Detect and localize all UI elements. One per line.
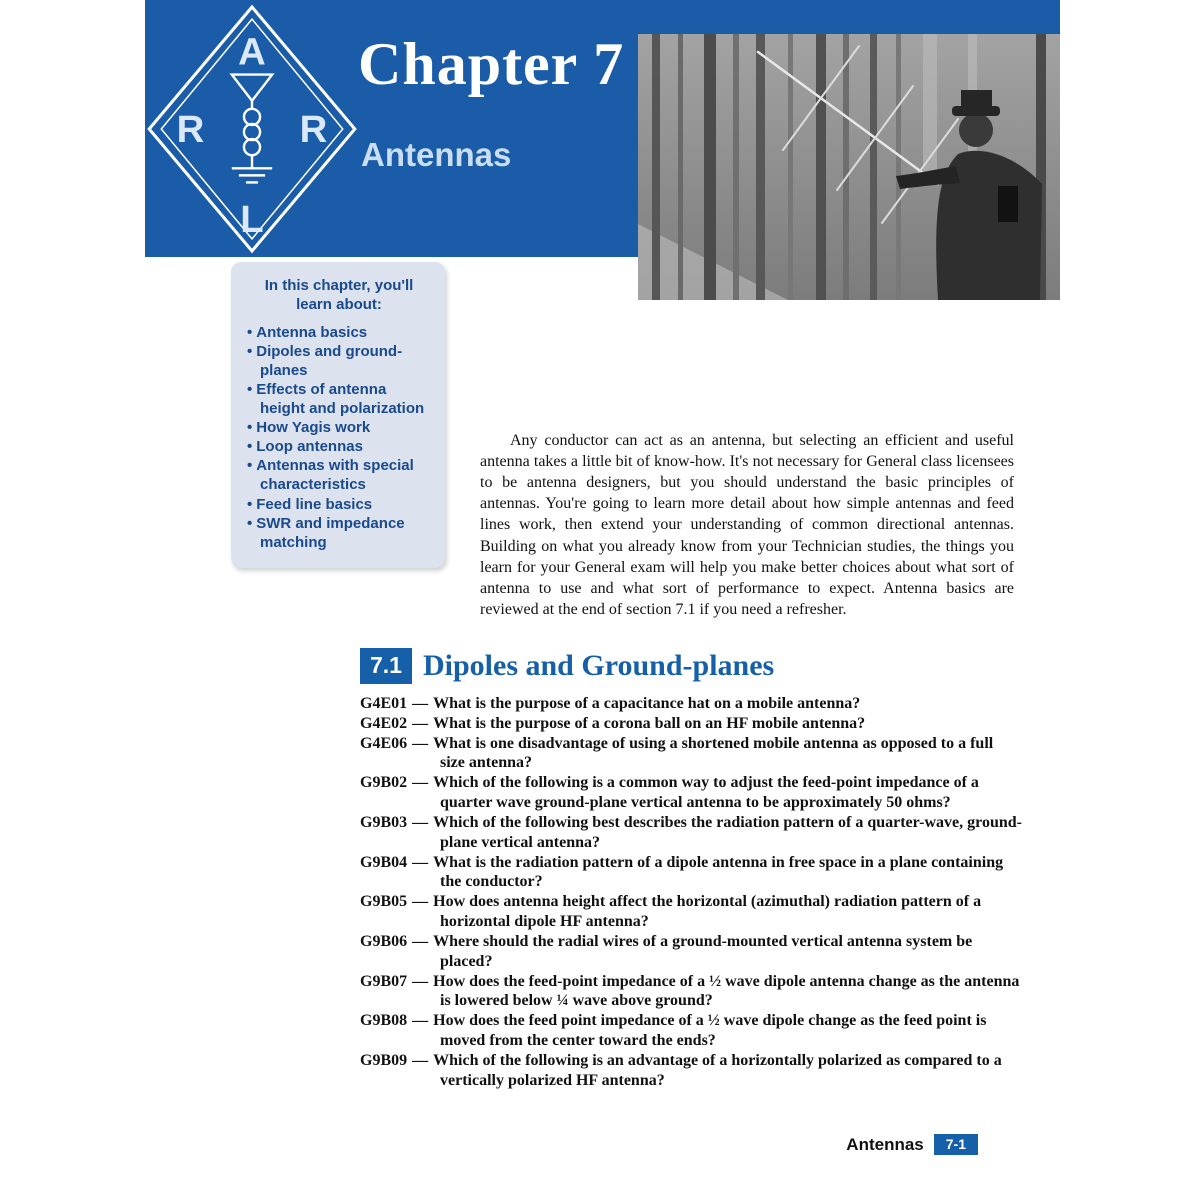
bullet-icon: • bbox=[247, 457, 253, 475]
question-separator: — bbox=[412, 1051, 429, 1069]
question-item bbox=[360, 932, 1022, 972]
topic-label: Effects of antenna height and polarization bbox=[256, 381, 425, 418]
footer-chapter-label: Antennas bbox=[846, 1134, 924, 1154]
topics-list-item bbox=[247, 456, 431, 494]
question-text: Which of the following is an advantage of a horizontally polarized as compared to a vertically polarized HF antenna? bbox=[433, 1051, 1002, 1089]
question-item bbox=[360, 714, 1022, 734]
question-item bbox=[360, 892, 1022, 932]
question-code: G9B02 bbox=[360, 774, 408, 792]
topics-list bbox=[247, 323, 431, 552]
topics-list-item bbox=[247, 418, 431, 437]
intro-paragraph: Any conductor can act as an antenna, but selecting an efficient and useful antenna takes a little bit of know-how. It's not necessary for General class licensees to be antenna designers, but you should understand the basic principles of antennas. You're going to learn more detail about how simple antennas and feed lines work, then extend your understanding of common directional antennas. Building on what you already know from your Technician studies, the things you learn for your General exam will help you make better choices about what sort of antenna to use and what sort of performance to expect. Antenna basics are reviewed at the end of section 7.1 if you need a refresher. bbox=[480, 432, 1014, 618]
topic-label: Loop antennas bbox=[256, 438, 363, 456]
topic-label: How Yagis work bbox=[256, 419, 371, 437]
page-footer bbox=[560, 1134, 978, 1155]
chapter-photo bbox=[638, 34, 1060, 300]
arrl-logo bbox=[146, 4, 358, 254]
topics-list-item bbox=[247, 437, 431, 456]
bullet-icon: • bbox=[247, 438, 253, 456]
bullet-icon: • bbox=[247, 343, 253, 361]
question-code: G4E06 bbox=[360, 734, 408, 752]
topics-list-item bbox=[247, 380, 431, 418]
question-code: G9B05 bbox=[360, 893, 408, 911]
question-separator: — bbox=[412, 932, 429, 950]
chapter-label: Chapter 7 bbox=[358, 31, 625, 97]
bullet-icon: • bbox=[247, 419, 253, 437]
topics-list-item bbox=[247, 323, 431, 342]
topic-label: Antennas with special characteristics bbox=[256, 457, 414, 494]
question-code: G4E02 bbox=[360, 714, 408, 732]
bullet-icon: • bbox=[247, 495, 253, 513]
page-number-badge: 7-1 bbox=[934, 1134, 978, 1155]
question-text: What is one disadvantage of using a shortened mobile antenna as opposed to a full size antenna? bbox=[433, 734, 994, 772]
topics-list-item bbox=[247, 342, 431, 380]
question-item bbox=[360, 1011, 1022, 1051]
bullet-icon: • bbox=[247, 514, 253, 532]
section-heading bbox=[360, 648, 774, 684]
bullet-icon: • bbox=[247, 381, 253, 399]
question-text: Where should the radial wires of a ground-mounted vertical antenna system be placed? bbox=[433, 932, 973, 970]
section-number-badge: 7.1 bbox=[360, 648, 412, 684]
logo-letter-a: A bbox=[238, 30, 266, 74]
question-text: How does the feed point impedance of a ½ wave dipole change as the feed point is moved from the center toward the ends? bbox=[433, 1012, 987, 1050]
question-text: What is the radiation pattern of a dipole antenna in free space in a plane containing the conductor? bbox=[433, 853, 1004, 891]
question-code: G4E01 bbox=[360, 695, 408, 712]
question-separator: — bbox=[412, 714, 429, 732]
question-item bbox=[360, 734, 1022, 774]
question-code: G9B04 bbox=[360, 853, 408, 871]
logo-letter-l: L bbox=[240, 197, 264, 241]
question-text: How does the feed-point impedance of a ½ wave dipole antenna change as the antenna is lowered below ¼ wave above ground? bbox=[433, 972, 1020, 1010]
logo-letter-r-left: R bbox=[176, 108, 205, 152]
topics-title: In this chapter, you'll learn about: bbox=[264, 277, 414, 314]
section-title: Dipoles and Ground-planes bbox=[422, 649, 775, 682]
exam-questions-list bbox=[360, 694, 1022, 1091]
question-item bbox=[360, 853, 1022, 893]
question-text: What is the purpose of a capacitance hat on a mobile antenna? bbox=[433, 695, 861, 712]
chapter-topics-box bbox=[231, 262, 445, 568]
topic-label: Antenna basics bbox=[256, 324, 368, 342]
question-item bbox=[360, 813, 1022, 853]
question-separator: — bbox=[412, 695, 429, 712]
question-item bbox=[360, 1051, 1022, 1091]
question-separator: — bbox=[412, 893, 429, 911]
question-separator: — bbox=[412, 1012, 429, 1030]
topics-list-item bbox=[247, 514, 431, 552]
question-item bbox=[360, 773, 1022, 813]
topic-label: SWR and impedance matching bbox=[256, 514, 405, 551]
topic-label: Feed line basics bbox=[256, 495, 373, 513]
question-code: G9B06 bbox=[360, 932, 408, 950]
question-code: G9B07 bbox=[360, 972, 408, 990]
question-separator: — bbox=[412, 972, 429, 990]
topics-list-item bbox=[247, 495, 431, 514]
question-separator: — bbox=[412, 734, 429, 752]
logo-letter-r-right: R bbox=[299, 108, 328, 152]
question-item bbox=[360, 694, 1022, 714]
question-separator: — bbox=[412, 774, 429, 792]
question-item bbox=[360, 972, 1022, 1012]
question-text: How does antenna height affect the horizontal (azimuthal) radiation pattern of a horizontal dipole HF antenna? bbox=[433, 893, 982, 931]
antenna-symbol-icon bbox=[232, 75, 272, 183]
chapter-title: Antennas bbox=[361, 136, 512, 173]
question-separator: — bbox=[412, 813, 429, 831]
question-code: G9B09 bbox=[360, 1051, 408, 1069]
bullet-icon: • bbox=[247, 324, 253, 342]
question-text: What is the purpose of a corona ball on an HF mobile antenna? bbox=[433, 714, 866, 732]
question-text: Which of the following best describes the radiation pattern of a quarter-wave, ground-plane vertical antenna? bbox=[433, 813, 1022, 851]
question-code: G9B08 bbox=[360, 1012, 408, 1030]
question-separator: — bbox=[412, 853, 429, 871]
question-text: Which of the following is a common way to adjust the feed-point impedance of a quarter wave ground-plane vertical antenna to be approximately 50 ohms? bbox=[433, 774, 979, 812]
question-code: G9B03 bbox=[360, 813, 408, 831]
topic-label: Dipoles and ground-planes bbox=[256, 343, 403, 380]
